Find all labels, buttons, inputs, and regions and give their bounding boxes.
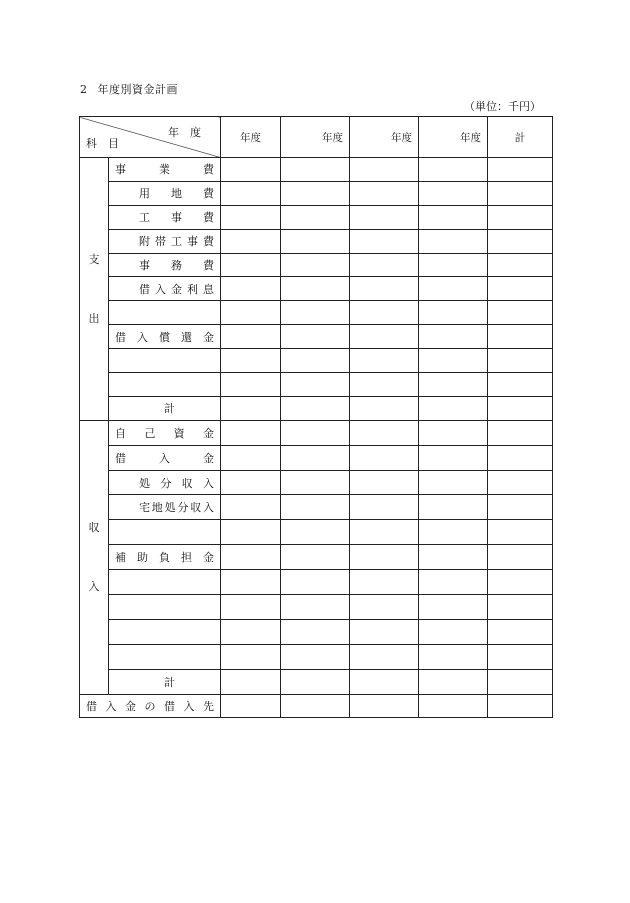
title-number: 2: [80, 83, 88, 96]
income-value-cell[interactable]: [419, 470, 488, 495]
expense-value-cell[interactable]: [221, 373, 281, 397]
expense-value-cell[interactable]: [350, 325, 419, 349]
expense-item-text: 事 業 費: [115, 163, 214, 177]
income-value-cell[interactable]: [221, 420, 281, 445]
income-value-cell[interactable]: [221, 445, 281, 470]
expense-value-cell[interactable]: [350, 181, 419, 205]
expense-row: [80, 181, 553, 205]
borrow-source-cell[interactable]: [350, 694, 419, 717]
expense-row: [80, 325, 553, 349]
income-value-cell[interactable]: [221, 495, 281, 520]
expense-item-text: 事 務 費: [139, 259, 214, 272]
income-value-cell[interactable]: [488, 545, 553, 570]
expense-value-cell[interactable]: [488, 396, 553, 420]
expense-value-cell[interactable]: [221, 205, 281, 229]
expense-value-cell[interactable]: [350, 229, 419, 253]
income-group-char: 収: [88, 521, 100, 535]
income-row: [80, 470, 553, 495]
income-value-cell[interactable]: [350, 644, 419, 669]
expense-value-cell[interactable]: [350, 277, 419, 301]
income-value-cell[interactable]: [350, 495, 419, 520]
income-item-label: [109, 445, 221, 470]
expense-value-cell[interactable]: [419, 349, 488, 373]
expense-value-cell[interactable]: [488, 205, 553, 229]
income-value-cell[interactable]: [350, 420, 419, 445]
income-value-cell[interactable]: [488, 619, 553, 644]
income-value-cell[interactable]: [488, 669, 553, 694]
income-value-cell[interactable]: [350, 545, 419, 570]
borrow-source-text: 借 入 金 の 借 入 先: [86, 699, 214, 713]
income-item-label: [109, 619, 221, 644]
income-value-cell[interactable]: [281, 445, 350, 470]
income-value-cell[interactable]: [281, 495, 350, 520]
expense-row: [80, 158, 553, 182]
income-item-text: 借 入 金: [115, 451, 214, 465]
income-value-cell[interactable]: [350, 669, 419, 694]
expense-item-text: 附 帯 工 事 費: [139, 235, 214, 249]
expense-value-cell[interactable]: [419, 158, 488, 182]
income-value-cell[interactable]: [221, 619, 281, 644]
income-value-cell[interactable]: [281, 644, 350, 669]
expense-value-cell[interactable]: [419, 277, 488, 301]
income-value-cell[interactable]: [281, 470, 350, 495]
expense-value-cell[interactable]: [350, 349, 419, 373]
income-item-label: [109, 570, 221, 595]
income-row: [80, 420, 553, 445]
income-value-cell[interactable]: [281, 669, 350, 694]
header-row: [80, 117, 553, 158]
income-row: [80, 595, 553, 620]
expense-item-label: [109, 229, 221, 253]
expense-value-cell[interactable]: [281, 325, 350, 349]
expense-value-cell[interactable]: [221, 229, 281, 253]
income-value-cell[interactable]: [488, 595, 553, 620]
income-row: [80, 495, 553, 520]
income-value-cell[interactable]: [488, 570, 553, 595]
expense-value-cell[interactable]: [221, 349, 281, 373]
expense-item-label: [109, 301, 221, 325]
expense-row: [80, 373, 553, 397]
expense-value-cell[interactable]: [281, 205, 350, 229]
expense-value-cell[interactable]: [419, 253, 488, 277]
expense-value-cell[interactable]: [281, 277, 350, 301]
income-item-label: [109, 470, 221, 495]
expense-value-cell[interactable]: [281, 349, 350, 373]
income-value-cell[interactable]: [488, 520, 553, 545]
expense-value-cell[interactable]: [221, 396, 281, 420]
expense-value-cell[interactable]: [221, 301, 281, 325]
income-value-cell[interactable]: [281, 520, 350, 545]
header-diagonal-cell: [80, 117, 221, 158]
income-row: [80, 669, 553, 694]
borrow-source-label: [80, 694, 221, 717]
income-row: [80, 570, 553, 595]
expense-value-cell[interactable]: [488, 158, 553, 182]
header-total: 計: [488, 117, 553, 158]
title-text: 年度別資金計画: [97, 83, 178, 96]
header-year-2: 年度: [281, 117, 350, 158]
expense-value-cell[interactable]: [350, 158, 419, 182]
expense-value-cell[interactable]: [419, 205, 488, 229]
expense-value-cell[interactable]: [281, 229, 350, 253]
income-value-cell[interactable]: [419, 644, 488, 669]
expense-value-cell[interactable]: [221, 158, 281, 182]
expense-item-label: [109, 158, 221, 182]
income-row: [80, 644, 553, 669]
income-value-cell[interactable]: [488, 420, 553, 445]
header-year-label: 年度: [168, 126, 212, 139]
expense-item-label: [109, 253, 221, 277]
borrow-source-cell[interactable]: [419, 694, 488, 717]
income-total-label: 計: [164, 675, 175, 689]
expense-value-cell[interactable]: [281, 253, 350, 277]
expense-group-label: [80, 158, 109, 421]
expense-value-cell[interactable]: [281, 301, 350, 325]
expense-group-char: 支: [88, 252, 100, 266]
income-item-label: [109, 420, 221, 445]
income-item-label: [109, 644, 221, 669]
income-item-label: [109, 495, 221, 520]
expense-value-cell[interactable]: [419, 396, 488, 420]
expense-value-cell[interactable]: [488, 301, 553, 325]
income-value-cell[interactable]: [281, 570, 350, 595]
income-item-label: [109, 545, 221, 570]
income-value-cell[interactable]: [221, 669, 281, 694]
expense-value-cell[interactable]: [221, 253, 281, 277]
expense-value-cell[interactable]: [488, 229, 553, 253]
expense-value-cell[interactable]: [350, 373, 419, 397]
income-value-cell[interactable]: [221, 644, 281, 669]
expense-value-cell[interactable]: [488, 325, 553, 349]
header-year-3: 年度: [350, 117, 419, 158]
income-item-text: 処 分 収 入: [139, 476, 214, 490]
income-value-cell[interactable]: [419, 669, 488, 694]
income-item-text: 宅 地 処 分 収 入: [139, 501, 214, 515]
income-row: [80, 545, 553, 570]
expense-value-cell[interactable]: [419, 301, 488, 325]
expense-item-label: [109, 325, 221, 349]
borrow-source-cell[interactable]: [488, 694, 553, 717]
expense-item-label: [109, 373, 221, 397]
income-value-cell[interactable]: [221, 570, 281, 595]
expense-group-char: 出: [88, 311, 100, 325]
expense-value-cell[interactable]: [221, 277, 281, 301]
expense-row: [80, 253, 553, 277]
fund-plan-table: [79, 116, 553, 718]
expense-row: [80, 396, 553, 420]
expense-value-cell[interactable]: [419, 325, 488, 349]
income-value-cell[interactable]: [221, 520, 281, 545]
expense-item-label: [109, 396, 221, 420]
income-value-cell[interactable]: [281, 595, 350, 620]
income-value-cell[interactable]: [281, 545, 350, 570]
expense-value-cell[interactable]: [419, 373, 488, 397]
income-value-cell[interactable]: [488, 470, 553, 495]
income-value-cell[interactable]: [221, 470, 281, 495]
income-value-cell[interactable]: [488, 445, 553, 470]
income-value-cell[interactable]: [350, 470, 419, 495]
expense-row: [80, 229, 553, 253]
income-value-cell[interactable]: [419, 570, 488, 595]
income-item-label: [109, 595, 221, 620]
income-value-cell[interactable]: [419, 445, 488, 470]
borrow-source-row: [80, 694, 553, 717]
income-value-cell[interactable]: [419, 520, 488, 545]
expense-value-cell[interactable]: [221, 325, 281, 349]
income-value-cell[interactable]: [350, 595, 419, 620]
expense-item-label: [109, 277, 221, 301]
expense-value-cell[interactable]: [488, 349, 553, 373]
expense-value-cell[interactable]: [350, 253, 419, 277]
income-value-cell[interactable]: [281, 420, 350, 445]
income-value-cell[interactable]: [221, 545, 281, 570]
expense-item-text: 工 事 費: [139, 211, 214, 225]
income-value-cell[interactable]: [419, 545, 488, 570]
expense-value-cell[interactable]: [350, 205, 419, 229]
income-value-cell[interactable]: [419, 595, 488, 620]
unit-label: （単位：千円）: [464, 100, 541, 113]
expense-item-text: 用 地 費: [139, 187, 214, 201]
income-value-cell[interactable]: [350, 570, 419, 595]
income-group-label: [80, 420, 109, 694]
expense-item-label: [109, 349, 221, 373]
income-value-cell[interactable]: [281, 619, 350, 644]
expense-item-label: [109, 205, 221, 229]
expense-value-cell[interactable]: [281, 158, 350, 182]
income-value-cell[interactable]: [419, 495, 488, 520]
expense-item-text: 借 入 償 還 金: [115, 330, 214, 344]
income-value-cell[interactable]: [488, 495, 553, 520]
income-item-label: [109, 669, 221, 694]
header-year-1: 年度: [221, 117, 281, 158]
income-row: [80, 619, 553, 644]
expense-item-label: [109, 181, 221, 205]
income-group-char: 入: [88, 580, 100, 594]
borrow-source-cell[interactable]: [221, 694, 281, 717]
header-year-4: 年度: [419, 117, 488, 158]
borrow-source-cell[interactable]: [281, 694, 350, 717]
expense-value-cell[interactable]: [488, 373, 553, 397]
income-item-text: 補 助 負 担 金: [115, 551, 214, 565]
expense-value-cell[interactable]: [281, 181, 350, 205]
income-value-cell[interactable]: [350, 445, 419, 470]
expense-value-cell[interactable]: [419, 181, 488, 205]
income-item-label: [109, 520, 221, 545]
expense-value-cell[interactable]: [281, 396, 350, 420]
expense-value-cell[interactable]: [419, 229, 488, 253]
expense-value-cell[interactable]: [488, 253, 553, 277]
expense-value-cell[interactable]: [281, 373, 350, 397]
income-value-cell[interactable]: [419, 420, 488, 445]
income-item-text: 自 己 資 金: [115, 426, 214, 440]
income-value-cell[interactable]: [350, 619, 419, 644]
income-row: [80, 445, 553, 470]
income-value-cell[interactable]: [488, 644, 553, 669]
expense-value-cell[interactable]: [221, 181, 281, 205]
expense-row: [80, 349, 553, 373]
expense-row: [80, 277, 553, 301]
income-value-cell[interactable]: [419, 619, 488, 644]
expense-value-cell[interactable]: [350, 396, 419, 420]
expense-row: [80, 301, 553, 325]
income-value-cell[interactable]: [221, 595, 281, 620]
income-value-cell[interactable]: [350, 520, 419, 545]
expense-row: [80, 205, 553, 229]
income-row: [80, 520, 553, 545]
expense-item-text: 借 入 金 利 息: [139, 282, 214, 296]
header-subject-label: 科目: [86, 137, 130, 150]
expense-total-label: 計: [164, 402, 175, 416]
expense-value-cell[interactable]: [350, 301, 419, 325]
expense-value-cell[interactable]: [488, 181, 553, 205]
page-title: [80, 81, 178, 97]
expense-value-cell[interactable]: [488, 277, 553, 301]
